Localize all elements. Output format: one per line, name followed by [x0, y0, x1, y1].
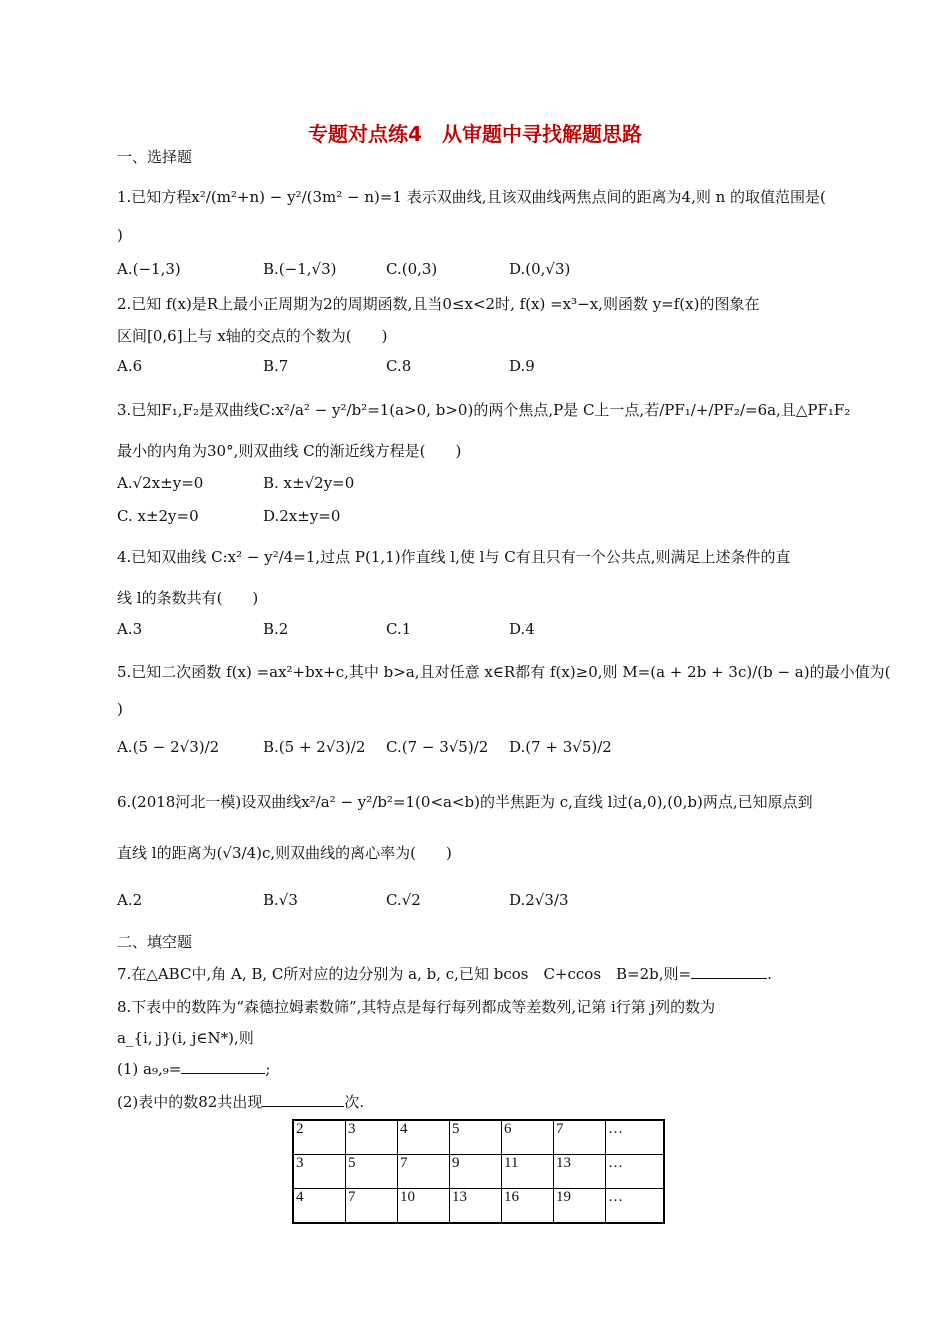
question-6-line-1: 6.(2018河北一模)设双曲线x²/a² − y²/b²=1(0<a<b)的半焦距为 c,直线 l过(a,0),(0,b)两点,已知原点到 [117, 793, 813, 811]
table-cell: … [606, 1120, 665, 1155]
question-8-sub-2 [117, 1091, 364, 1112]
question-5-option-a: A.(5 − 2√3)/2 [117, 738, 220, 756]
table-cell: 16 [502, 1189, 554, 1224]
question-7-text: 7.在△ABC中,角 A, B, C所对应的边分别为 a, b, c,已知 bcos C+ccos B=2b,则= [117, 965, 692, 983]
question-3-line-2: 最小的内角为30°,则双曲线 C的渐近线方程是( ) [117, 442, 462, 460]
question-2-line-1: 2.已知 f(x)是R上最小正周期为2的周期函数,且当0≤x<2时, f(x) =x³−x,则函数 y=f(x)的图象在 [117, 295, 760, 313]
question-3-line-1: 3.已知F₁,F₂是双曲线C:x²/a² − y²/b²=1(a>0, b>0)的两个焦点,P是 C上一点,若/PF₁/+/PF₂/=6a,且△PF₁F₂ [117, 401, 851, 419]
question-8-sub-1 [117, 1059, 270, 1078]
table-cell: … [606, 1189, 665, 1224]
question-3-option-a: A.√2x±y=0 [117, 474, 204, 492]
table-cell: 5 [450, 1120, 502, 1155]
table-cell: 4 [293, 1189, 346, 1224]
table-row [293, 1120, 664, 1155]
question-4-line-1: 4.已知双曲线 C:x² − y²/4=1,过点 P(1,1)作直线 l,使 l与 C有且只有一个公共点,则满足上述条件的直 [117, 548, 791, 566]
table-cell: 7 [554, 1120, 606, 1155]
question-4-option-a: A.3 [117, 620, 143, 638]
table-cell: 11 [502, 1155, 554, 1189]
question-6-option-b: B.√3 [263, 891, 298, 909]
question-6-option-a: A.2 [117, 891, 143, 909]
table-cell: 13 [554, 1155, 606, 1189]
question-1-option-c: C.(0,3) [386, 260, 438, 278]
table-cell: 2 [293, 1120, 346, 1155]
table-cell: 9 [450, 1155, 502, 1189]
question-3-option-b: B. x±√2y=0 [263, 474, 355, 492]
question-5-cont: ) [117, 700, 123, 718]
table-cell: … [606, 1155, 665, 1189]
table-cell: 4 [398, 1120, 450, 1155]
table-cell: 3 [293, 1155, 346, 1189]
question-6-option-d: D.2√3/3 [509, 891, 569, 909]
question-8-sub-1-text: (1) a₉,₉= [117, 1060, 182, 1078]
table-cell: 7 [398, 1155, 450, 1189]
question-5-option-b: B.(5 + 2√3)/2 [263, 738, 366, 756]
table-row [293, 1155, 664, 1189]
question-6-option-c: C.√2 [386, 891, 421, 909]
question-1-option-a: A.(−1,3) [117, 260, 181, 278]
question-3-option-d: D.2x±y=0 [263, 507, 341, 525]
question-5-option-d: D.(7 + 3√5)/2 [509, 738, 612, 756]
question-5-option-c: C.(7 − 3√5)/2 [386, 738, 489, 756]
question-4-option-b: B.2 [263, 620, 289, 638]
question-1-option-b: B.(−1,√3) [263, 260, 337, 278]
table-cell: 5 [346, 1155, 398, 1189]
question-2-option-c: C.8 [386, 357, 412, 375]
table-cell: 10 [398, 1189, 450, 1224]
question-2-option-a: A.6 [117, 357, 143, 375]
question-4-option-c: C.1 [386, 620, 412, 638]
section-heading-choice: 一、选择题 [117, 148, 193, 166]
question-3-option-c: C. x±2y=0 [117, 507, 199, 525]
table-cell: 7 [346, 1189, 398, 1224]
question-4-line-2: 线 l的条数共有( ) [117, 589, 259, 607]
question-1-cont: ) [117, 226, 123, 244]
question-7 [117, 963, 772, 984]
question-7-blank[interactable] [691, 964, 767, 979]
question-8-line-1: 8.下表中的数阵为“森德拉姆素数筛”,其特点是每行每列都成等差数列,记第 i行第 j列的数为 [117, 998, 716, 1016]
table-cell: 3 [346, 1120, 398, 1155]
question-8-sub-2-end: 次. [344, 1093, 365, 1111]
question-5-line-1: 5.已知二次函数 f(x) =ax²+bx+c,其中 b>a,且对任意 x∈R都有 f(x)≥0,则 M=(a + 2b + 3c)/(b − a)的最小值为( [117, 663, 891, 681]
question-4-option-d: D.4 [509, 620, 535, 638]
question-8-sub-2-blank[interactable] [262, 1092, 344, 1107]
page-title: 专题对点练4 从审题中寻找解题思路 [308, 122, 642, 146]
question-8-sub-2-text: (2)表中的数82共出现 [117, 1093, 263, 1111]
table-cell: 19 [554, 1189, 606, 1224]
question-8-line-2: a_{i, j}(i, j∈N*),则 [117, 1029, 254, 1047]
table-cell: 13 [450, 1189, 502, 1224]
question-8-sub-1-end: ; [265, 1060, 271, 1078]
question-1-text: 1.已知方程x²/(m²+n) − y²/(3m² − n)=1 表示双曲线,且该双曲线两焦点间的距离为4,则 n 的取值范围是( [117, 188, 826, 206]
question-2-option-b: B.7 [263, 357, 289, 375]
table-row [293, 1189, 664, 1224]
sieve-table [292, 1119, 665, 1224]
question-1-option-d: D.(0,√3) [509, 260, 571, 278]
question-7-end: . [767, 965, 772, 983]
question-2-option-d: D.9 [509, 357, 535, 375]
question-8-sub-1-blank[interactable] [181, 1059, 265, 1074]
section-heading-fill: 二、填空题 [117, 933, 193, 951]
question-2-line-2: 区间[0,6]上与 x轴的交点的个数为( ) [117, 327, 388, 345]
question-6-line-2: 直线 l的距离为(√3/4)c,则双曲线的离心率为( ) [117, 844, 452, 862]
table-cell: 6 [502, 1120, 554, 1155]
